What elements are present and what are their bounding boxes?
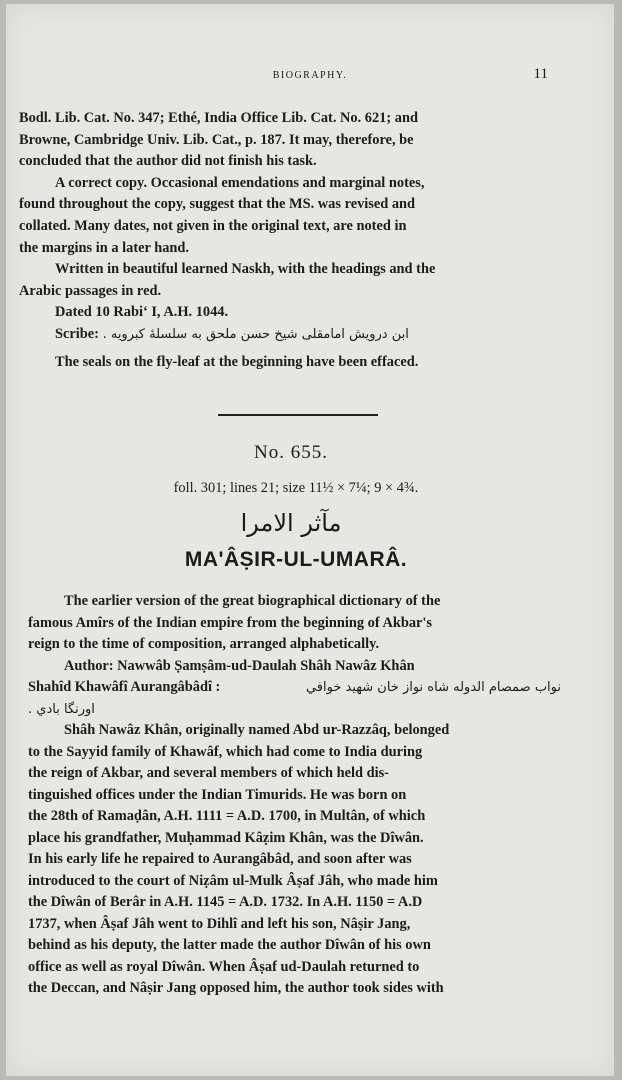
scribe-arabic: ابن درویش امامقلی شیخ حسن ملحق به سلسلهٔ کبرویه .: [102, 326, 409, 342]
seals-note: The seals on the fly-leaf at the beginning have been effaced.: [55, 353, 419, 370]
entry-number: No. 655.: [254, 442, 328, 463]
author-name-roman: Shahîd Khawâfî Aurangâbâdî :: [28, 679, 221, 695]
text-line: 1737, when Âṣaf Jâh went to Dihlî and left his son, Nâṣir Jang,: [28, 915, 411, 932]
dated-line: Dated 10 Rabiʻ I, A.H. 1044.: [55, 304, 229, 321]
paragraph: [19, 259, 560, 302]
author-line: [28, 677, 561, 699]
text-line: tinguished offices under the Indian Timurids. He was born on: [28, 786, 407, 803]
text-line: to the Sayyid family of Khawâf, which had come to India during: [28, 743, 423, 760]
running-head: BIOGRAPHY.: [272, 70, 348, 81]
text-line: concluded that the author did not finish his task.: [19, 153, 317, 170]
text-line: introduced to the court of Niẓâm ul-Mulk Âṣaf Jâh, who made him: [28, 872, 438, 889]
paragraph: [19, 173, 560, 259]
text-line: reign to the time of composition, arranged alphabetically.: [28, 636, 380, 652]
author-name-arabic: نواب صمصام الدوله شاه نواز خان شهید خوافي: [305, 680, 561, 695]
scribe-line: [19, 324, 560, 346]
author-line: Author: Nawwâb Ṣamṣâm-ud-Daulah Shâh Nawâz Khân: [64, 657, 415, 674]
section-divider: [218, 414, 378, 416]
description-paragraph: [28, 591, 561, 656]
text-line: Bodl. Lib. Cat. No. 347; Ethé, India Office Lib. Cat. No. 621; and: [19, 110, 418, 126]
title-roman: MA'ÂṢIR-UL-UMARÂ.: [184, 548, 408, 571]
text-line: the margins in a later hand.: [19, 239, 190, 256]
text-line: famous Amîrs of the Indian empire from the beginning of Akbar's: [28, 614, 433, 631]
biography-paragraph: [28, 720, 561, 1000]
text-line: the 28th of Ramaḍân, A.H. 1111 = A.D. 1700, in Multân, of which: [28, 808, 426, 824]
text-line: place his grandfather, Muḥammad Kâẓim Khân, was the Dîwân.: [28, 829, 424, 846]
author-line: [28, 699, 561, 721]
text-line: found throughout the copy, suggest that the MS. was revised and: [19, 196, 416, 213]
text-line: behind as his deputy, the latter made the author Dîwân of his own: [28, 937, 431, 953]
text-line: The earlier version of the great biographical dictionary of the: [64, 593, 441, 609]
text-line: A correct copy. Occasional emendations and marginal notes,: [55, 174, 425, 191]
title-arabic: مآثر الامرا: [240, 509, 342, 537]
text-line: the Deccan, and Nâṣir Jang opposed him, the author took sides with: [28, 980, 444, 996]
paragraph: [19, 108, 560, 173]
page-number: 11: [533, 66, 548, 82]
text-line: In his early life he repaired to Aurangâbâd, and soon after was: [28, 851, 412, 867]
text-line: office as well as royal Dîwân. When Âṣaf ud-Daulah returned to: [28, 958, 420, 975]
text-line: Written in beautiful learned Naskh, with the headings and the: [55, 261, 436, 278]
text-line: the Dîwân of Berâr in A.H. 1145 = A.D. 1732. In A.H. 1150 = A.D: [28, 894, 423, 910]
catalogue-page: [6, 4, 614, 1076]
scribe-label: Scribe:: [55, 325, 99, 342]
author-name-arabic-end: اورنگا بادي .: [28, 701, 95, 717]
text-line: Browne, Cambridge Univ. Lib. Cat., p. 187. It may, therefore, be: [19, 131, 414, 148]
text-line: collated. Many dates, not given in the original text, are noted in: [19, 217, 407, 234]
previous-entry-text: [19, 108, 560, 373]
text-line: Arabic passages in red.: [19, 282, 162, 299]
entry-text: [28, 591, 561, 1000]
text-line: Shâh Nawâz Khân, originally named Abd ur-Razzâq, belonged: [64, 722, 450, 738]
collation-line: foll. 301; lines 21; size 11½ × 7¼; 9 × 4¾.: [173, 480, 419, 496]
author-paragraph: [28, 656, 561, 721]
text-line: the reign of Akbar, and several members of which held dis-: [28, 765, 389, 781]
